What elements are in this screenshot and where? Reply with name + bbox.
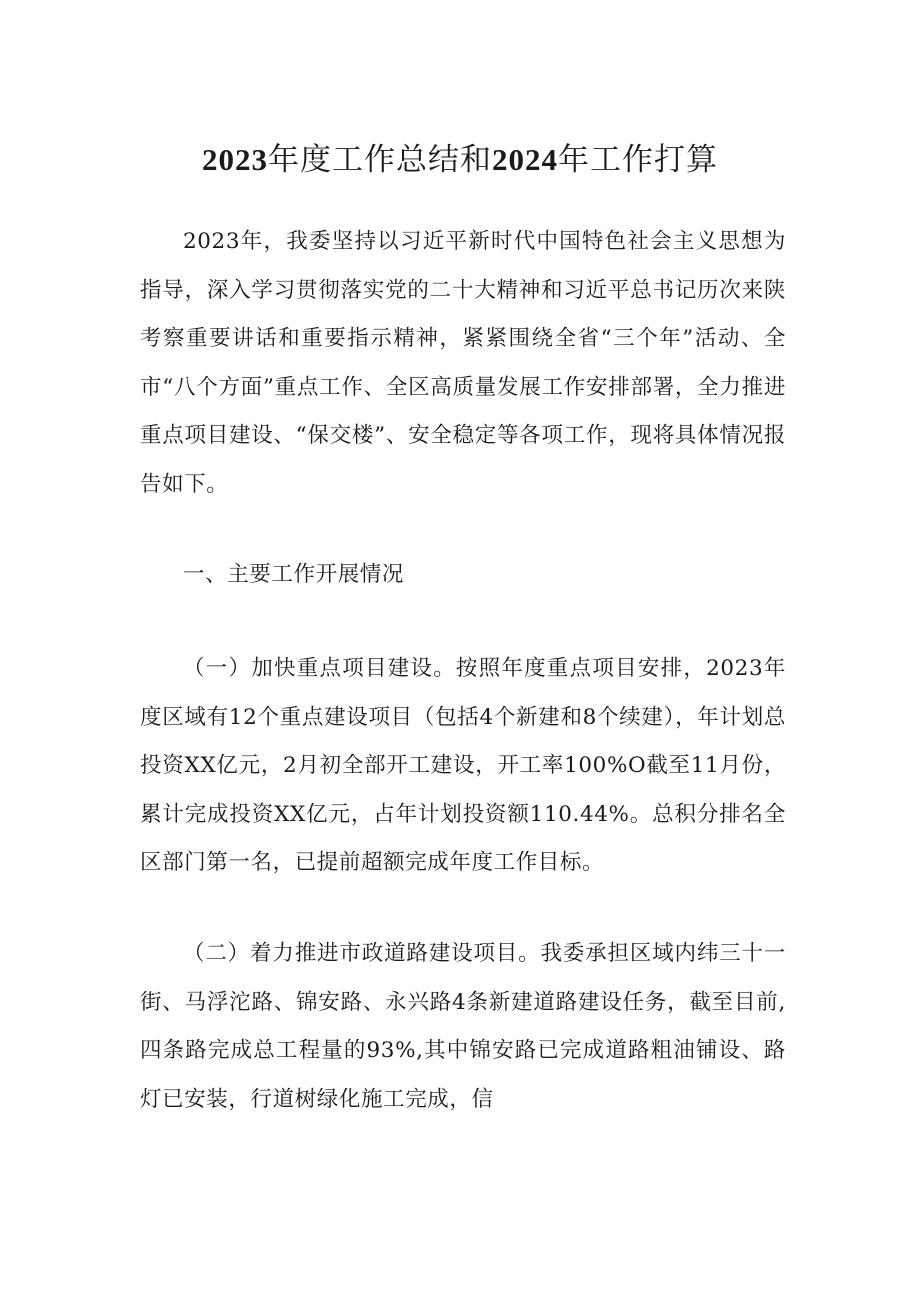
title-middle: 年度工作总结和 <box>268 142 492 178</box>
intro-paragraph: 2023年，我委坚持以习近平新时代中国特色社会主义思想为指导，深入学习贯彻落实党的二十大精神和习近平总书记历次来陕考察重要讲话和重要指示精神，紧紧围绕全省“三个年”活动、全市“八个方面”重点工作、全区高质量发展工作安排部署，全力推进重点项目建设、“保交楼”、安全稳定等各项工作，现将具体情况报告如下。 <box>140 229 786 497</box>
item-1-paragraph: （一）加快重点项目建设。按照年度重点项目安排，2023年度区域有12个重点建设项目（包括4个新建和8个续建），年计划总投资XX亿元，2月初全部开工建设，开工率100%O截至11月份，累计完成投资XX亿元，占年计划投资额110.44%。总积分排名全区部门第一名，已提前超额完成年度工作目标。 <box>140 656 786 875</box>
document-title <box>0 138 920 182</box>
section-heading: 一、主要工作开展情况 <box>183 562 405 587</box>
title-year-2023: 2023 <box>202 142 268 177</box>
item-2-paragraph: （二）着力推进市政道路建设项目。我委承担区域内纬三十一街、马浮沱路、锦安路、永兴路4条新建道路建设任务，截至目前,四条路完成总工程量的93%,其中锦安路已完成道路粗油铺设、路灯已安装，行道树绿化施工完成，信 <box>140 941 786 1112</box>
title-year-2024: 2024 <box>492 142 558 177</box>
title-end: 年工作打算 <box>558 142 718 178</box>
